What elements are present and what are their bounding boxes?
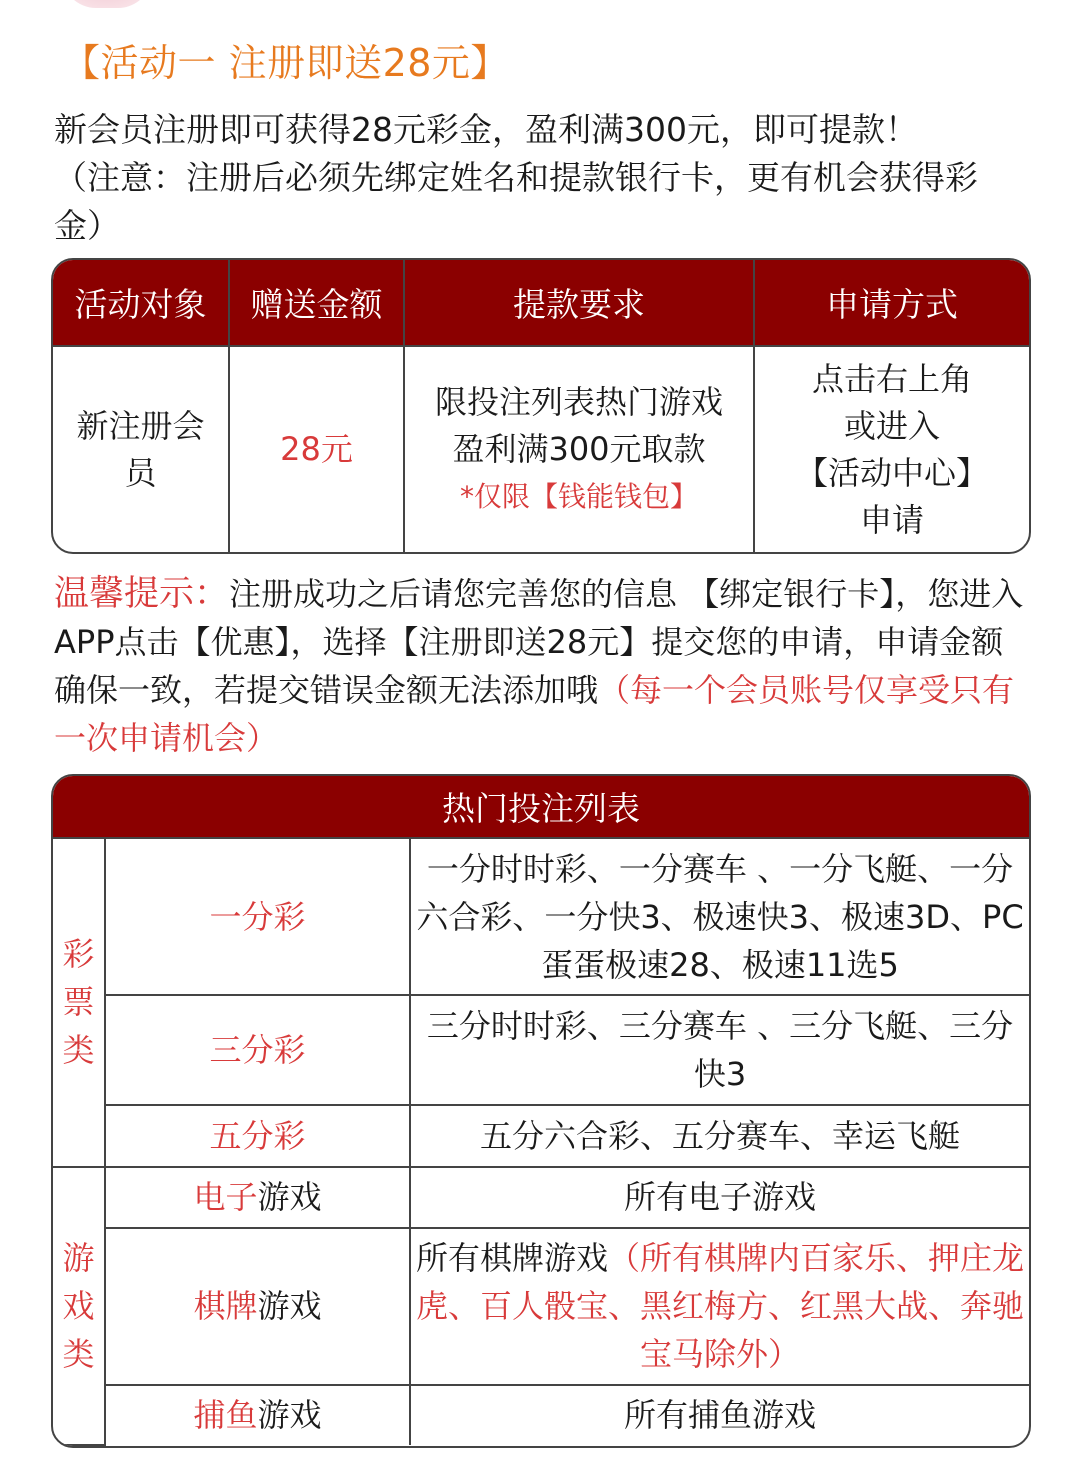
group-char: 彩: [62, 935, 95, 974]
apply-line-1: 点击右上角: [811, 359, 972, 398]
header-amount: 赠送金额: [229, 260, 404, 346]
hot-bets-header-row: [53, 776, 1029, 838]
cell-amount: 28元: [229, 346, 404, 552]
intro-text: [54, 106, 1024, 250]
game-name: [105, 1167, 410, 1228]
cell-apply-method: [754, 346, 1029, 552]
game-name-red: 捕鱼: [193, 1396, 258, 1435]
activity-table-header: [53, 260, 1029, 346]
lottery-name: 三分彩: [105, 995, 410, 1105]
activity-table-row: [53, 346, 1029, 552]
header-requirement: 提款要求: [404, 260, 754, 346]
table-row: [53, 838, 1029, 995]
lottery-games: 五分六合彩、五分赛车、幸运飞艇: [410, 1105, 1029, 1166]
cell-target: 新注册会员: [53, 346, 229, 552]
apply-line-2: 或进入: [843, 406, 940, 445]
intro-line-1: 新会员注册即可获得28元彩金，盈利满300元，即可提款！: [54, 110, 918, 149]
header-target: 活动对象: [53, 260, 229, 346]
requirement-line-2: 盈利满300元取款: [452, 430, 706, 468]
header-apply-method: 申请方式: [754, 260, 1029, 346]
lottery-games: 一分时时彩、一分赛车 、一分飞艇、一分六合彩、一分快3、极速快3、极速3D、PC蛋蛋极速28、极速11选5: [410, 838, 1029, 995]
activity-title: 【活动一 注册即送28元】: [62, 41, 509, 85]
game-name-black: 游戏: [257, 1396, 322, 1435]
group-char: 戏: [62, 1286, 95, 1325]
game-name: [105, 1385, 410, 1445]
game-name-black: 游戏: [257, 1178, 322, 1217]
cell-requirement: [404, 346, 754, 552]
tip-note: （每一个会员账号仅享受只有一次申请机会）: [54, 671, 1015, 757]
game-list-main: 所有棋牌游戏: [415, 1239, 608, 1278]
logo-remnant: [62, 0, 152, 8]
table-row: [53, 995, 1029, 1105]
requirement-note: *仅限【钱能钱包】: [459, 480, 698, 513]
table-row: [53, 1228, 1029, 1385]
game-name: [105, 1228, 410, 1385]
warm-tip: [54, 570, 1029, 762]
game-list: 所有捕鱼游戏: [410, 1385, 1029, 1445]
game-name-red: 棋牌: [193, 1287, 258, 1326]
lottery-name: 五分彩: [105, 1105, 410, 1166]
tip-lead: 温馨提示：: [54, 574, 230, 614]
game-list: 所有电子游戏: [410, 1167, 1029, 1228]
requirement-line-1: 限投注列表热门游戏: [434, 383, 723, 421]
tip-body: 注册成功之后请您完善您的信息 【绑定银行卡】，您进入APP点击【优惠】，选择【注册即送28元】提交您的申请，申请金额确保一致，若提交错误金额无法添加哦: [54, 575, 1024, 709]
game-list-note: （所有棋牌内百家乐、押庄龙虎、百人骰宝、黑红梅方、红黑大战、奔驰宝马除外）: [415, 1239, 1025, 1374]
lottery-group-label: [53, 838, 105, 1166]
apply-line-4: 申请: [859, 500, 924, 539]
game-group-label: [53, 1167, 105, 1445]
game-list: [410, 1228, 1029, 1385]
group-char: 类: [62, 1031, 95, 1070]
group-char: 类: [62, 1334, 95, 1373]
activity-table: [51, 258, 1031, 554]
intro-line-2: （注意：注册后必须先绑定姓名和提款银行卡，更有机会获得彩金）: [54, 158, 978, 245]
game-name-red: 电子: [193, 1178, 258, 1217]
table-row: [53, 1167, 1029, 1228]
game-name-black: 游戏: [257, 1287, 322, 1326]
group-char: 票: [62, 983, 95, 1022]
lottery-name: 一分彩: [105, 838, 410, 995]
group-char: 游: [62, 1238, 95, 1277]
table-row: [53, 1105, 1029, 1166]
apply-line-3: 【活动中心】: [795, 453, 988, 492]
hot-bets-table: [51, 774, 1031, 1448]
hot-bets-header: 热门投注列表: [53, 776, 1029, 838]
table-row: [53, 1385, 1029, 1445]
lottery-games: 三分时时彩、三分赛车 、三分飞艇、三分快3: [410, 995, 1029, 1105]
